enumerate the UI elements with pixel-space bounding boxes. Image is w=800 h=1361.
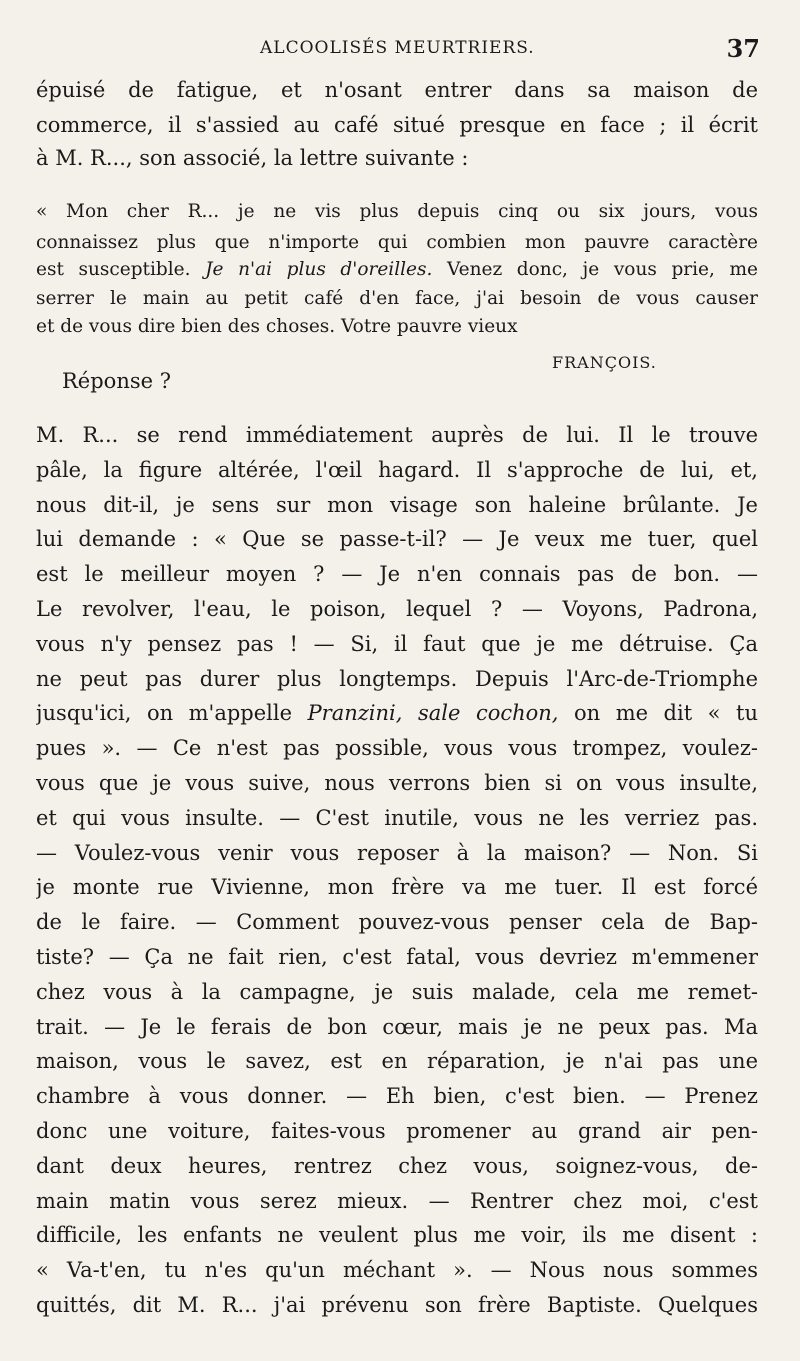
body-line: ne peut pas durer plus longtemps. Depuis l'Arc-de-Triomphe — [36, 667, 758, 691]
body-line: tiste? — Ça ne fait rien, c'est fatal, vous devriez m'emmener — [36, 945, 758, 969]
intro-line: à M. R..., son associé, la lettre suivante : — [36, 146, 469, 170]
body-line: quittés, dit M. R... j'ai prévenu son frère Baptiste. Quelques — [36, 1293, 758, 1317]
body-line: donc une voiture, faites-vous promener au grand air pen- — [36, 1119, 758, 1143]
page-number: 37 — [726, 34, 760, 63]
intro-line: épuisé de fatigue, et n'osant entrer dans sa maison de — [36, 78, 758, 102]
body-line: nous dit-il, je sens sur mon visage son haleine brûlante. Je — [36, 493, 758, 517]
body-line: chez vous à la campagne, je suis malade, cela me remet- — [36, 980, 758, 1004]
body-line: maison, vous le savez, est en réparation, je n'ai pas une — [36, 1049, 758, 1073]
letter-signature: FRANÇOIS. — [552, 353, 657, 372]
body-line: pâle, la figure altérée, l'œil hagard. Il s'approche de lui, et, — [36, 458, 758, 482]
body-line: « Va-t'en, tu n'es qu'un méchant ». — Nous nous sommes — [36, 1258, 758, 1282]
body-line: de le faire. — Comment pouvez-vous penser cela de Bap- — [36, 910, 758, 934]
body-line: vous n'y pensez pas ! — Si, il faut que je me détruise. Ça — [36, 632, 758, 656]
body-line: et qui vous insulte. — C'est inutile, vous ne les verriez pas. — [36, 806, 758, 830]
body-line: vous que je vous suive, nous verrons bien si on vous insulte, — [36, 771, 758, 795]
letter-line: et de vous dire bien des choses. Votre pauvre vieux — [36, 316, 518, 337]
letter-line: connaissez plus que n'importe qui combien mon pauvre caractère — [36, 232, 758, 253]
letter-line: « Mon cher R... je ne vis plus depuis cinq ou six jours, vous — [36, 201, 758, 222]
body-line: pues ». — Ce n'est pas possible, vous vous trompez, voulez- — [36, 736, 758, 760]
body-line: jusqu'ici, on m'appelle Pranzini, sale cochon, on me dit « tu — [36, 701, 758, 725]
reply-label: Réponse ? — [62, 369, 171, 393]
body-line: main matin vous serez mieux. — Rentrer chez moi, c'est — [36, 1189, 758, 1213]
page-header — [60, 34, 760, 64]
running-title: ALCOOLISÉS MEURTRIERS. — [260, 38, 535, 58]
intro-line: commerce, il s'assied au café situé presque en face ; il écrit — [36, 113, 758, 137]
body-line: lui demande : « Que se passe-t-il? — Je veux me tuer, quel — [36, 527, 758, 551]
body-line: M. R... se rend immédiatement auprès de lui. Il le trouve — [36, 423, 758, 447]
body-line: Le revolver, l'eau, le poison, lequel ? — Voyons, Padrona, — [36, 597, 758, 621]
body-line: difficile, les enfants ne veulent plus me voir, ils me disent : — [36, 1223, 758, 1247]
body-line: dant deux heures, rentrez chez vous, soignez-vous, de- — [36, 1154, 758, 1178]
letter-line: est susceptible. Je n'ai plus d'oreilles. Venez donc, je vous prie, me — [36, 259, 758, 280]
body-line: chambre à vous donner. — Eh bien, c'est bien. — Prenez — [36, 1084, 758, 1108]
letter-line: serrer le main au petit café d'en face, j'ai besoin de vous causer — [36, 288, 758, 309]
body-line: — Voulez-vous venir vous reposer à la maison? — Non. Si — [36, 841, 758, 865]
body-line: est le meilleur moyen ? — Je n'en connais pas de bon. — — [36, 562, 758, 586]
body-line: trait. — Je le ferais de bon cœur, mais je ne peux pas. Ma — [36, 1015, 758, 1039]
body-line: je monte rue Vivienne, mon frère va me tuer. Il est forcé — [36, 875, 758, 899]
